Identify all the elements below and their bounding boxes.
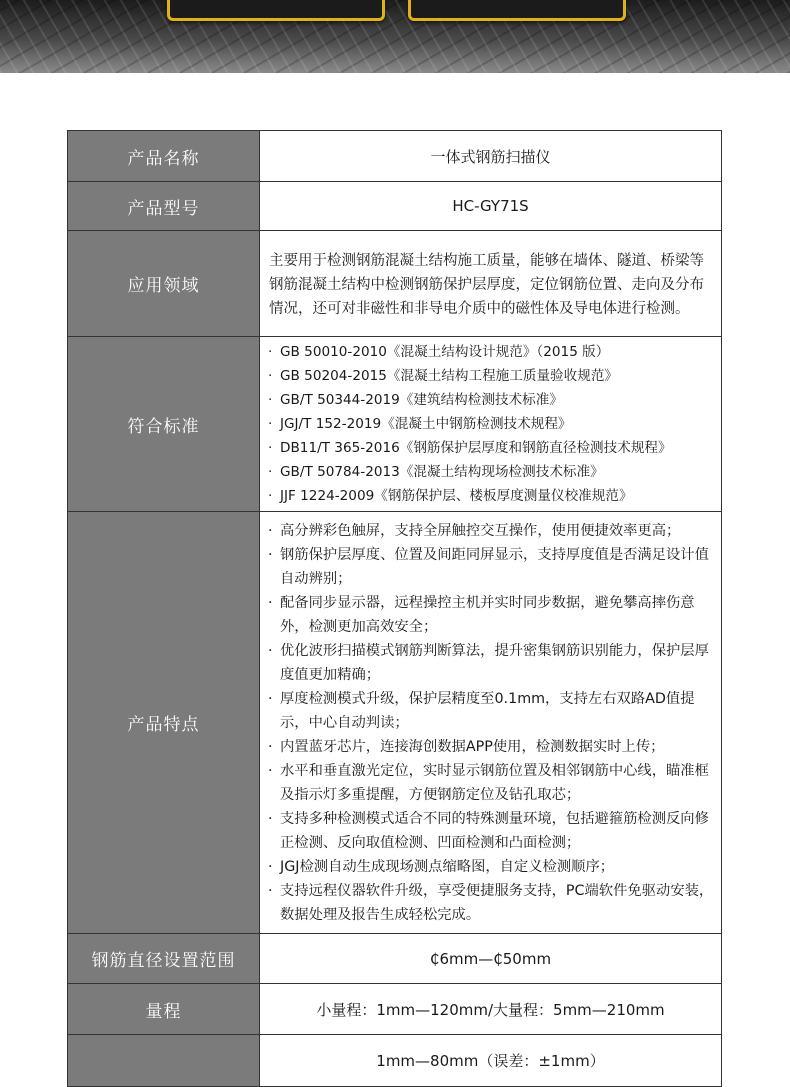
banner-button-left [167, 0, 385, 21]
list-item: · 厚度检测模式升级，保护层精度至0.1mm，支持左右双路AD值提示，中心自动判读； [268, 690, 695, 731]
value-model: HC-GY71S [260, 182, 722, 231]
row-model [68, 182, 722, 231]
row-features [68, 512, 722, 934]
list-item: · 内置蓝牙芯片，连接海创数据APP使用，检测数据实时上传； [268, 738, 665, 755]
list-item: · 水平和垂直激光定位，实时显示钢筋位置及相邻钢筋中心线，瞄准框及指示灯多重提醒，方便钢筋定位及钻孔取芯； [268, 762, 709, 803]
value-features [260, 512, 722, 934]
value-range: 小量程：1mm—120mm/大量程：5mm—210mm [260, 984, 722, 1035]
list-item: · 高分辨彩色触屏，支持全屏触控交互操作，使用便捷效率更高； [268, 522, 681, 539]
application-text: 主要用于检测钢筋混凝土结构施工质量，能够在墙体、隧道、桥梁等钢筋混凝土结构中检测钢筋保护层厚度，定位钢筋位置、走向及分布情况，还可对非磁性和非导电介质中的磁性体及导电体进行检测。 [269, 252, 704, 317]
label-features: 产品特点 [68, 512, 260, 934]
features-list [260, 515, 721, 931]
list-item: · 支持多种检测模式适合不同的特殊测量环境，包括避箍筋检测反向修正检测、反向取值检测、凹面检测和凸面检测； [268, 810, 709, 851]
list-item: · GB 50204-2015《混凝土结构工程施工质量验收规范》 [268, 368, 619, 384]
list-item: · GB/T 50784-2013《混凝土结构现场检测技术标准》 [268, 464, 604, 480]
row-range [68, 984, 722, 1035]
list-item: · JGJ检测自动生成现场测点缩略图，自定义检测顺序； [268, 858, 615, 875]
row-diameter [68, 934, 722, 984]
row-accuracy [68, 1035, 722, 1087]
header-banner-image [0, 0, 790, 73]
value-application [260, 231, 722, 337]
value-diameter: ₵6mm—₵50mm [260, 934, 722, 984]
list-item: · DB11/T 365-2016《钢筋保护层厚度和钢筋直径检测技术规程》 [268, 440, 672, 456]
label-diameter: 钢筋直径设置范围 [68, 934, 260, 984]
list-item: · 钢筋保护层厚度、位置及间距同屏显示，支持厚度值是否满足设计值自动辨别； [268, 546, 709, 587]
value-standards [260, 337, 722, 512]
banner-button-right [408, 0, 626, 21]
value-accuracy: 1mm—80mm（误差：±1mm） [260, 1035, 722, 1087]
list-item: · JGJ/T 152-2019《混凝土中钢筋检测技术规程》 [268, 416, 572, 432]
list-item: · 配备同步显示器，远程操控主机并实时同步数据，避免攀高摔伤意外，检测更加高效安全； [268, 594, 695, 635]
spec-table [67, 130, 722, 1087]
list-item: · GB 50010-2010《混凝土结构设计规范》（2015 版） [268, 344, 610, 360]
label-model: 产品型号 [68, 182, 260, 231]
row-application [68, 231, 722, 337]
label-accuracy [68, 1035, 260, 1087]
standards-list [260, 337, 721, 511]
label-application: 应用领域 [68, 231, 260, 337]
list-item: · JJF 1224-2009《钢筋保护层、楼板厚度测量仪校准规范》 [268, 488, 633, 504]
row-product-name [68, 131, 722, 182]
value-product-name: 一体式钢筋扫描仪 [260, 131, 722, 182]
label-standards: 符合标准 [68, 337, 260, 512]
list-item: · 支持远程仪器软件升级，享受便捷服务支持，PC端软件免驱动安装，数据处理及报告生成轻松完成。 [268, 882, 714, 923]
row-standards [68, 337, 722, 512]
list-item: · 优化波形扫描模式钢筋判断算法，提升密集钢筋识别能力，保护层厚度值更加精确； [268, 642, 709, 683]
label-product-name: 产品名称 [68, 131, 260, 182]
label-range: 量程 [68, 984, 260, 1035]
list-item: · GB/T 50344-2019《建筑结构检测技术标准》 [268, 392, 563, 408]
